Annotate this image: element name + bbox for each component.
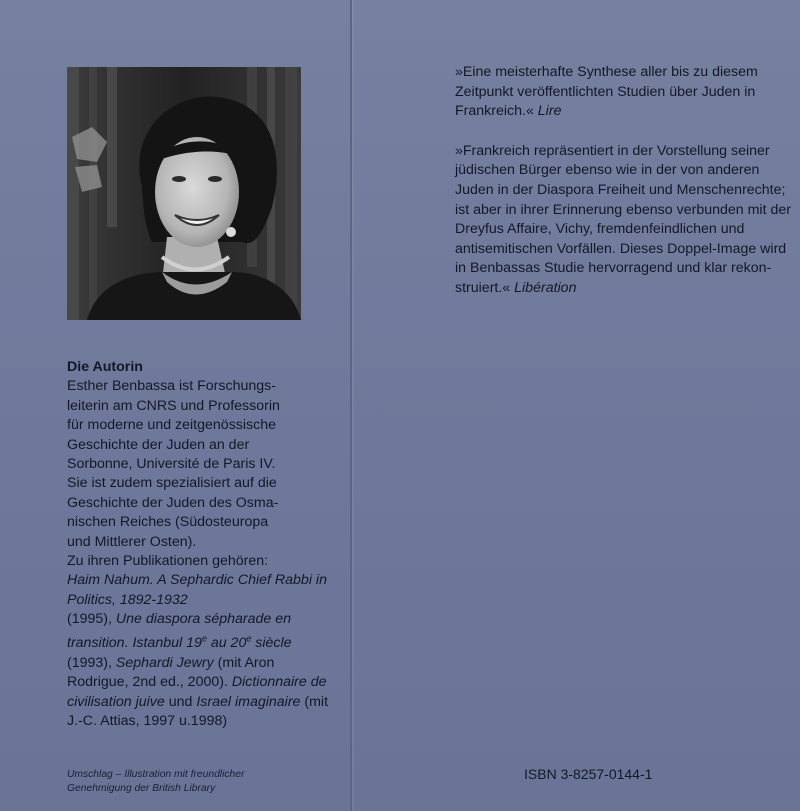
- publication-title-part: siècle: [251, 635, 292, 652]
- bio-line: Sorbonne, Université de Paris IV.: [67, 456, 276, 473]
- publication-detail: (mit Aron Rodrigue, 2nd ed., 2000).: [67, 654, 275, 691]
- bio-line: Esther Benbassa ist Forschungs-: [67, 378, 276, 395]
- publication-title: Israel imaginaire: [196, 693, 301, 710]
- bio-line: für moderne und zeitgenössische: [67, 417, 276, 434]
- publications: [67, 571, 337, 731]
- author-portrait-image: [67, 67, 301, 320]
- quote-lire: [455, 63, 795, 122]
- bio-line: leiterin am CNRS und Professorin: [67, 397, 280, 414]
- quote-source: Libération: [514, 279, 577, 296]
- bio-line: nischen Reiches (Südosteuropa: [67, 514, 269, 531]
- quote-text: »Eine meisterhafte Synthese aller bis zu diesem Zeitpunkt veröffentlichten Studien über Juden in Frankreich.«: [455, 64, 758, 120]
- cover-credit: Umschlag – Illustration mit freundlicher Genehmigung der British Library: [67, 769, 245, 794]
- superscript: e: [201, 633, 207, 644]
- press-quotes: [455, 63, 795, 319]
- bio-line: Geschichte der Juden des Osma-: [67, 494, 279, 511]
- quote-liberation: [455, 142, 795, 299]
- bio-line: Geschichte der Juden an der: [67, 436, 250, 453]
- bio-line: und Mittlerer Osten).: [67, 533, 197, 550]
- publication-title: Haim Nahum. A Sephardic Chief Rabbi in Politics, 1892-1932: [67, 572, 327, 608]
- quote-source: Lire: [537, 103, 562, 120]
- bio-line: Sie ist zudem spezialisiert auf die: [67, 475, 277, 492]
- publication-year: (1993),: [67, 654, 116, 671]
- isbn: ISBN 3-8257-0144-1: [524, 766, 653, 782]
- publication-conjunction: und: [164, 693, 197, 710]
- publication-title-part: au 20: [206, 635, 247, 652]
- bio-heading: Die Autorin: [67, 359, 143, 375]
- bio-text: [67, 377, 337, 571]
- publication-year: (1995),: [67, 611, 112, 628]
- superscript: e: [246, 633, 252, 644]
- publication-detail: (mit J.-C. Attias, 1997 u.1998): [67, 693, 329, 730]
- author-photo: [67, 67, 301, 320]
- publication-title-part: Une diaspora sépharade en transition. Istanbul 19: [67, 611, 292, 652]
- left-panel: [0, 0, 350, 811]
- publication-title: Dictionnaire de civilisation juive: [67, 674, 327, 710]
- quote-text: »Frankreich repräsentiert in der Vorstellung seiner jüdischen Bürger ebenso wie in der von anderen Juden in der Diaspora Freiheit und Menschenrechte; ist aber in ihrer Erinnerung ebenso verbunden mit der Dreyfus Affaire, Vichy, fremdenfeindlichen und antisemitischen Vorfällen. Dieses Doppel-Image wird in Benbassas Studie hervorragend und klar rekon-struiert.«: [455, 142, 791, 296]
- publication-title: Sephardi Jewry: [115, 654, 214, 671]
- author-bio: [67, 358, 337, 731]
- bio-line: Zu ihren Publikationen gehören:: [67, 553, 269, 570]
